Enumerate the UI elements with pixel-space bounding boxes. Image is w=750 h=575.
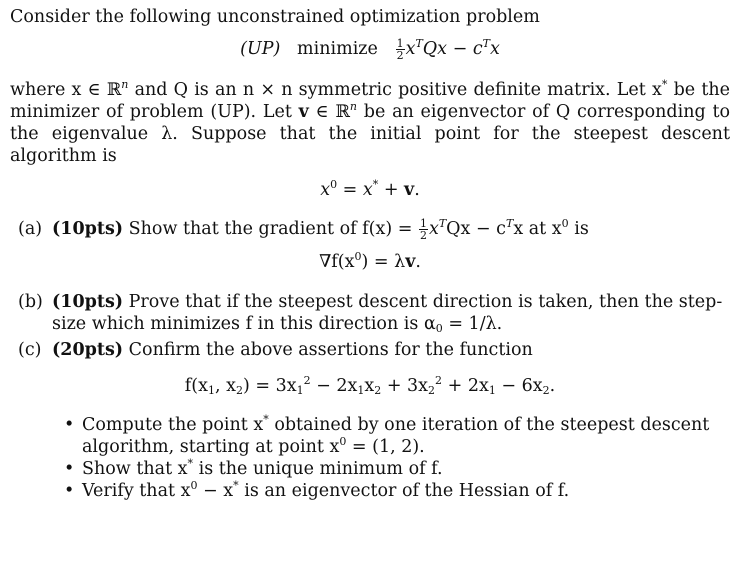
half-fraction: $\frac{1}{2}$ <box>396 37 404 62</box>
problem-label: (UP) <box>240 39 281 59</box>
part-a-points: (10pts) <box>52 219 124 239</box>
part-b: (b) (10pts) Prove that if the steepest descent direction is taken, then the step-size which minimizes f in this direction is $\alpha_0 = 1/\lambda$. <box>18 291 723 335</box>
c-vector: c <box>472 39 483 59</box>
bullet-icon: • <box>64 415 75 435</box>
intro-text: Consider the following unconstrained optimization problem <box>10 7 540 27</box>
part-a-label: (a) <box>18 219 43 239</box>
part-b-points: (10pts) <box>52 291 124 312</box>
part-c-points: (20pts) <box>52 339 124 360</box>
part-a: (a) (10pts) Show that the gradient of f(x) = $\frac{1}{2}$ $x^TQx - c^Tx$ at $x^0$ is <box>18 217 589 242</box>
bullet-icon: • <box>64 481 75 501</box>
part-c: (c) (20pts) Confirm the above assertions for the function <box>18 339 533 360</box>
where-paragraph: where x ∈ ℝ$^n$ and Q is an n × n symmetric positive definite matrix. Let x* be the minimizer of problem (UP). Let v ∈ ℝ$^n$ be an eigenvector of Q corresponding to the eigenvalue λ. Suppose that the initial point for the steepest descent algorithm is <box>10 77 731 166</box>
bullet-show-minimum: • Show that x* is the unique minimum of f. <box>64 457 443 479</box>
document <box>10 6 730 502</box>
bullet-compute: • Compute the point x* obtained by one iteration of the steepest descent algorithm, starting at point $x^0 = (1$, 2). <box>64 413 710 457</box>
bullet-verify-eigenvector: • Verify that $x^0 - x^*$ is an eigenvector of the Hessian of f. <box>64 479 570 501</box>
problem-statement: (UP) minimize $\frac{1}{2}$ $x^TQx - c^Tx$ <box>240 37 500 62</box>
bullet-icon: • <box>64 459 75 479</box>
part-b-label: (b) <box>18 291 43 312</box>
gradient-equation: $\nabla f(x^0) = \lambda v$. <box>319 250 421 272</box>
minimize-word: minimize <box>297 39 378 59</box>
function-equation: $f(x_1$, $x_2) = 3x_1^2 - 2x_1x_2 + 3x_2^2 + 2x_1 - 6x_2$. <box>184 373 556 397</box>
bullet-list <box>10 414 730 502</box>
initial-point-equation: $x^0 = x^* + v$. <box>320 177 420 200</box>
part-c-label: (c) <box>18 339 42 360</box>
